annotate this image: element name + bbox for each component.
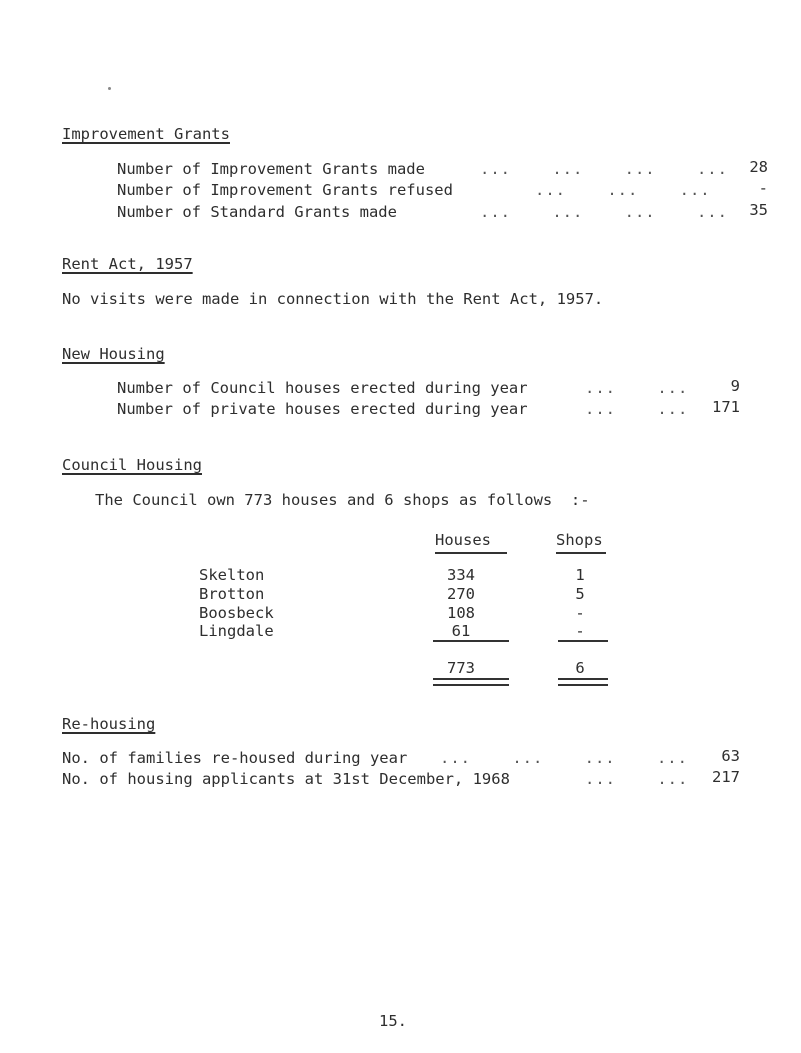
heading-new-housing: New Housing	[62, 345, 165, 363]
total-houses: 773	[447, 659, 475, 677]
scan-speck	[108, 87, 111, 90]
table-row-houses: 108	[447, 604, 475, 622]
new-housing-row-value: 9	[730, 377, 740, 395]
improvement-row-label: Number of Improvement Grants refused	[117, 181, 453, 199]
improvement-row-value: 35	[749, 201, 768, 219]
subtotal-rule	[558, 640, 608, 642]
improvement-row-value: -	[758, 179, 768, 197]
total-double-rule	[433, 678, 509, 686]
column-underline	[556, 552, 606, 554]
table-row-houses: 334	[447, 566, 475, 584]
table-row-place: Boosbeck	[199, 604, 274, 622]
heading-improvement-grants: Improvement Grants	[62, 125, 230, 143]
heading-council-housing: Council Housing	[62, 456, 202, 474]
table-row-houses: 270	[447, 585, 475, 603]
new-housing-row-label: Number of Council houses erected during year	[117, 379, 528, 397]
new-housing-row-value: 171	[712, 398, 740, 416]
leader-dots: ... ... ... ...	[480, 203, 728, 221]
column-underline	[435, 552, 507, 554]
column-header-shops: Shops	[556, 531, 603, 549]
rehousing-row-value: 217	[712, 768, 740, 786]
table-row-place: Skelton	[199, 566, 265, 584]
leader-dots: ... ... ...	[535, 181, 711, 199]
new-housing-row-label: Number of private houses erected during year	[117, 400, 528, 418]
table-row-shops: 1	[575, 566, 585, 584]
table-row-place: Brotton	[199, 585, 265, 603]
table-row-shops: -	[575, 622, 585, 640]
column-header-houses: Houses	[435, 531, 491, 549]
page-number: 15.	[379, 1012, 407, 1030]
total-shops: 6	[575, 659, 585, 677]
leader-dots: ... ...	[585, 379, 689, 397]
heading-rehousing: Re-housing	[62, 715, 156, 733]
leader-dots: ... ...	[585, 400, 689, 418]
leader-dots: ... ... ... ...	[480, 160, 728, 178]
rehousing-row-label: No. of families re-housed during year	[62, 749, 408, 767]
rehousing-row-value: 63	[721, 747, 740, 765]
leader-dots: ... ...	[585, 770, 689, 788]
subtotal-rule	[433, 640, 509, 642]
improvement-row-value: 28	[749, 158, 768, 176]
improvement-row-label: Number of Standard Grants made	[117, 203, 397, 221]
council-housing-intro: The Council own 773 houses and 6 shops as follows :-	[95, 491, 590, 509]
rehousing-row-label: No. of housing applicants at 31st December, 1968	[62, 770, 510, 788]
rent-act-text: No visits were made in connection with the Rent Act, 1957.	[62, 290, 604, 308]
table-row-shops: -	[575, 604, 585, 622]
heading-rent-act: Rent Act, 1957	[62, 255, 193, 273]
leader-dots: ... ... ... ...	[440, 749, 688, 767]
total-double-rule	[558, 678, 608, 686]
improvement-row-label: Number of Improvement Grants made	[117, 160, 425, 178]
table-row-houses: 61	[451, 622, 471, 640]
table-row-shops: 5	[575, 585, 585, 603]
table-row-place: Lingdale	[199, 622, 274, 640]
